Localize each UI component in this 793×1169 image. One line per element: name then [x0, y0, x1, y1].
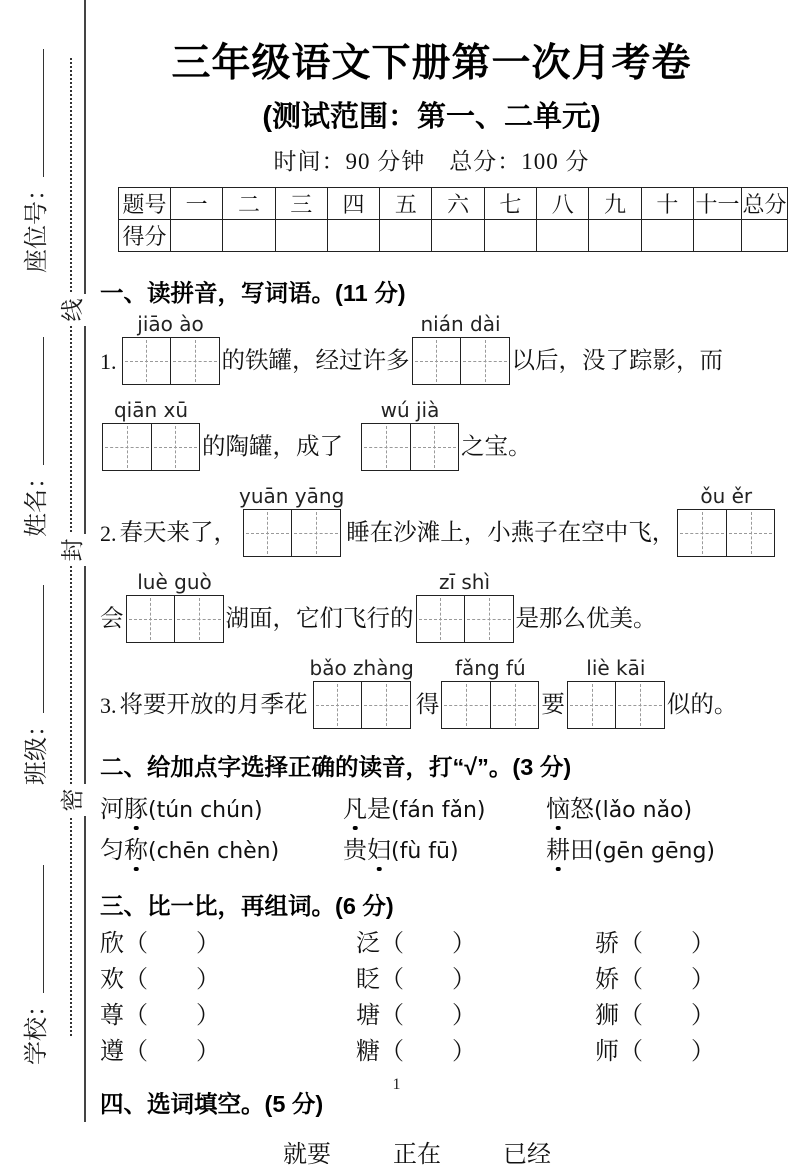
question-text: 将要开放的月季花 — [119, 692, 308, 718]
writing-grid-box — [102, 423, 200, 471]
score-header-cell: 四 — [327, 188, 379, 220]
score-header-cell: 三 — [275, 188, 327, 220]
question-text: 的铁罐，经过许多 — [221, 348, 410, 374]
question-2-line-2 — [100, 570, 793, 643]
student-info-labels — [16, 49, 51, 1122]
writing-cell — [442, 682, 490, 728]
pinyin-label: fǎng fú — [454, 656, 526, 680]
pinyin-writing-box — [567, 656, 665, 729]
score-header-cell: 六 — [432, 188, 484, 220]
score-cell-empty — [380, 220, 432, 252]
seal-char-feng: 封 — [54, 534, 87, 566]
score-header-cell: 十一 — [694, 188, 742, 220]
pinyin-options: (gēn gēng) — [594, 839, 716, 864]
word-blank-item: 尊（ ） — [100, 1003, 220, 1029]
pinyin-writing-box — [102, 398, 200, 471]
score-table — [118, 187, 788, 252]
pinyin-label: wú jià — [380, 398, 440, 422]
dotted-char: 凡 — [343, 794, 367, 826]
word-part: 怒 — [570, 797, 594, 823]
exam-paper — [100, 0, 793, 1169]
word-blank-item: 塘（ ） — [356, 1003, 476, 1029]
question-text: 春天来了， — [119, 520, 237, 546]
school-field — [16, 865, 51, 1065]
school-blank-line — [40, 865, 44, 993]
section-4-header: 四、选词填空。(5 分) — [100, 1091, 324, 1117]
writing-cell — [123, 338, 171, 384]
pinyin-options: (chēn chèn) — [148, 839, 280, 864]
score-header-cell: 一 — [171, 188, 223, 220]
score-cell-empty — [327, 220, 379, 252]
question-text: 似的。 — [666, 692, 738, 718]
writing-cell — [678, 510, 726, 556]
pinyin-options: (fán fǎn) — [391, 798, 486, 823]
score-table-header-row — [119, 188, 788, 220]
writing-cell — [464, 596, 513, 642]
writing-cell — [151, 424, 200, 470]
pinyin-label: liè kāi — [586, 656, 646, 680]
writing-cell — [726, 510, 775, 556]
score-header-cell: 九 — [589, 188, 641, 220]
question-text: 睡在沙滩上，小燕子在空中飞， — [346, 520, 676, 546]
question-1-line-1 — [100, 312, 793, 385]
pinyin-label: zī shì — [438, 570, 491, 594]
question-3-line — [100, 656, 793, 729]
writing-cell — [615, 682, 664, 728]
writing-grid-box — [416, 595, 514, 643]
pinyin-writing-box — [126, 570, 224, 643]
rotated-sidebar — [0, 0, 96, 1122]
question-text: 是那么优美。 — [515, 606, 657, 632]
pronunciation-item — [343, 835, 546, 868]
score-cell-empty — [275, 220, 327, 252]
seat-number-blank-line — [40, 49, 44, 177]
word-bank-item: 已经 — [503, 1142, 551, 1168]
score-header-cell: 八 — [537, 188, 589, 220]
writing-grid-box — [361, 423, 459, 471]
score-row-label: 得分 — [119, 220, 171, 252]
question-text: 的陶罐，成了 — [202, 434, 343, 460]
score-cell-empty — [694, 220, 742, 252]
pinyin-label: nián dài — [420, 312, 501, 336]
writing-cell — [244, 510, 292, 556]
seat-number-label: 座位号： — [24, 177, 50, 273]
word-part: 贵 — [343, 838, 367, 864]
question-text: 得 — [415, 692, 440, 718]
pinyin-options: (tún chún) — [148, 798, 263, 823]
score-cell-empty — [223, 220, 275, 252]
writing-cell — [490, 682, 539, 728]
dotted-char: 称 — [124, 835, 148, 867]
pinyin-writing-box — [122, 312, 220, 385]
score-cell-empty — [432, 220, 484, 252]
writing-cell — [170, 338, 219, 384]
score-cell-empty — [641, 220, 693, 252]
writing-grid-box — [441, 681, 539, 729]
writing-grid-box — [243, 509, 341, 557]
class-field — [16, 585, 51, 785]
score-cell-empty — [171, 220, 223, 252]
pronunciation-item — [100, 835, 343, 868]
class-label: 班级： — [24, 713, 50, 785]
seal-char-mi: 密 — [54, 784, 87, 816]
question-number: 1. — [100, 349, 117, 374]
section-1-header: 一、读拼音，写词语。(11 分) — [100, 280, 406, 306]
word-part: 河 — [100, 797, 124, 823]
pinyin-label: qiān xū — [113, 398, 189, 422]
pronunciation-item — [343, 794, 546, 827]
word-blank-item: 欣（ ） — [100, 931, 220, 957]
dotted-char: 耕 — [546, 835, 570, 867]
question-text: 会 — [100, 606, 124, 632]
writing-cell — [460, 338, 509, 384]
dotted-char: 豚 — [124, 794, 148, 826]
pronunciation-item — [100, 794, 343, 827]
pinyin-writing-box — [412, 312, 510, 385]
writing-cell — [174, 596, 223, 642]
writing-cell — [410, 424, 459, 470]
writing-cell — [314, 682, 362, 728]
writing-grid-box — [412, 337, 510, 385]
school-label: 学校： — [24, 993, 50, 1065]
class-blank-line — [40, 585, 44, 713]
score-cell-empty — [484, 220, 536, 252]
word-blank-item: 糖（ ） — [356, 1039, 476, 1065]
word-blank-item: 欢（ ） — [100, 967, 220, 993]
exam-scope-subtitle: (测试范围：第一、二单元) — [262, 101, 601, 133]
writing-grid-box — [567, 681, 665, 729]
word-blank-item: 泛（ ） — [356, 931, 476, 957]
word-blank-item: 骄（ ） — [595, 931, 715, 957]
question-text: 湖面，它们飞行的 — [225, 606, 414, 632]
word-part: 匀 — [100, 838, 124, 864]
writing-cell — [362, 424, 410, 470]
pronunciation-item — [546, 794, 793, 827]
compare-word-grid — [100, 931, 793, 1066]
name-field — [16, 337, 51, 537]
writing-cell — [568, 682, 616, 728]
writing-cell — [103, 424, 151, 470]
pinyin-label: luè guò — [137, 570, 212, 594]
writing-grid-box — [122, 337, 220, 385]
pinyin-writing-box — [677, 484, 775, 557]
question-2-line-1 — [100, 484, 793, 557]
score-header-cell: 十 — [641, 188, 693, 220]
pinyin-writing-box — [310, 656, 414, 729]
question-text: 之宝。 — [461, 434, 532, 460]
pinyin-label: jiāo ào — [137, 312, 204, 336]
writing-cell — [413, 338, 461, 384]
pinyin-label: bǎo zhàng — [309, 656, 414, 680]
page-number: 1 — [392, 1076, 401, 1093]
word-bank-item: 正在 — [393, 1142, 441, 1168]
score-header-cell: 题号 — [119, 188, 171, 220]
writing-cell — [417, 596, 465, 642]
writing-grid-box — [313, 681, 411, 729]
score-cell-empty — [589, 220, 641, 252]
section-2-header: 二、给加点字选择正确的读音，打“√”。(3 分) — [100, 754, 572, 780]
pinyin-options: (lǎo nǎo) — [594, 798, 693, 823]
pinyin-writing-box — [416, 570, 514, 643]
pronunciation-item — [546, 835, 793, 868]
pronunciation-choice-grid — [100, 794, 793, 868]
word-blank-item: 眨（ ） — [356, 967, 476, 993]
score-header-cell: 二 — [223, 188, 275, 220]
word-bank — [100, 1134, 793, 1169]
writing-cell — [291, 510, 340, 556]
score-table-score-row — [119, 220, 788, 252]
word-part: 田 — [570, 838, 594, 864]
score-header-cell: 五 — [380, 188, 432, 220]
writing-cell — [127, 596, 175, 642]
word-blank-item: 遵（ ） — [100, 1039, 220, 1065]
question-text: 要 — [541, 692, 565, 718]
dotted-char: 妇 — [367, 835, 391, 867]
question-1-line-2 — [100, 398, 793, 471]
word-blank-item: 师（ ） — [595, 1039, 715, 1065]
time-score-info: 时间：90 分钟 总分：100 分 — [273, 149, 590, 174]
word-part: 是 — [367, 797, 391, 823]
pinyin-options: (fù fū) — [391, 839, 459, 864]
word-blank-item: 娇（ ） — [595, 967, 715, 993]
score-header-cell: 七 — [484, 188, 536, 220]
writing-grid-box — [126, 595, 224, 643]
name-label: 姓名： — [24, 465, 50, 537]
name-blank-line — [40, 337, 44, 465]
question-text: 以后，没了踪影，而 — [511, 348, 723, 374]
pinyin-label: ǒu ěr — [700, 484, 753, 508]
page-title: 三年级语文下册第一次月考卷 — [171, 42, 692, 85]
section-3-header: 三、比一比，再组词。(6 分) — [100, 893, 394, 919]
dotted-char: 恼 — [546, 794, 570, 826]
score-cell-empty — [742, 220, 788, 252]
question-number: 3. — [100, 693, 117, 718]
pinyin-writing-box — [361, 398, 459, 471]
seal-char-xian: 线 — [54, 294, 87, 326]
word-blank-item: 狮（ ） — [595, 1003, 715, 1029]
pinyin-writing-box — [441, 656, 539, 729]
writing-grid-box — [677, 509, 775, 557]
seat-number-field — [16, 49, 51, 273]
pinyin-writing-box — [239, 484, 344, 557]
pinyin-label: yuān yāng — [239, 484, 345, 508]
writing-cell — [361, 682, 410, 728]
question-number: 2. — [100, 521, 117, 546]
word-bank-item: 就要 — [283, 1142, 331, 1168]
score-header-cell: 总分 — [742, 188, 788, 220]
score-cell-empty — [537, 220, 589, 252]
